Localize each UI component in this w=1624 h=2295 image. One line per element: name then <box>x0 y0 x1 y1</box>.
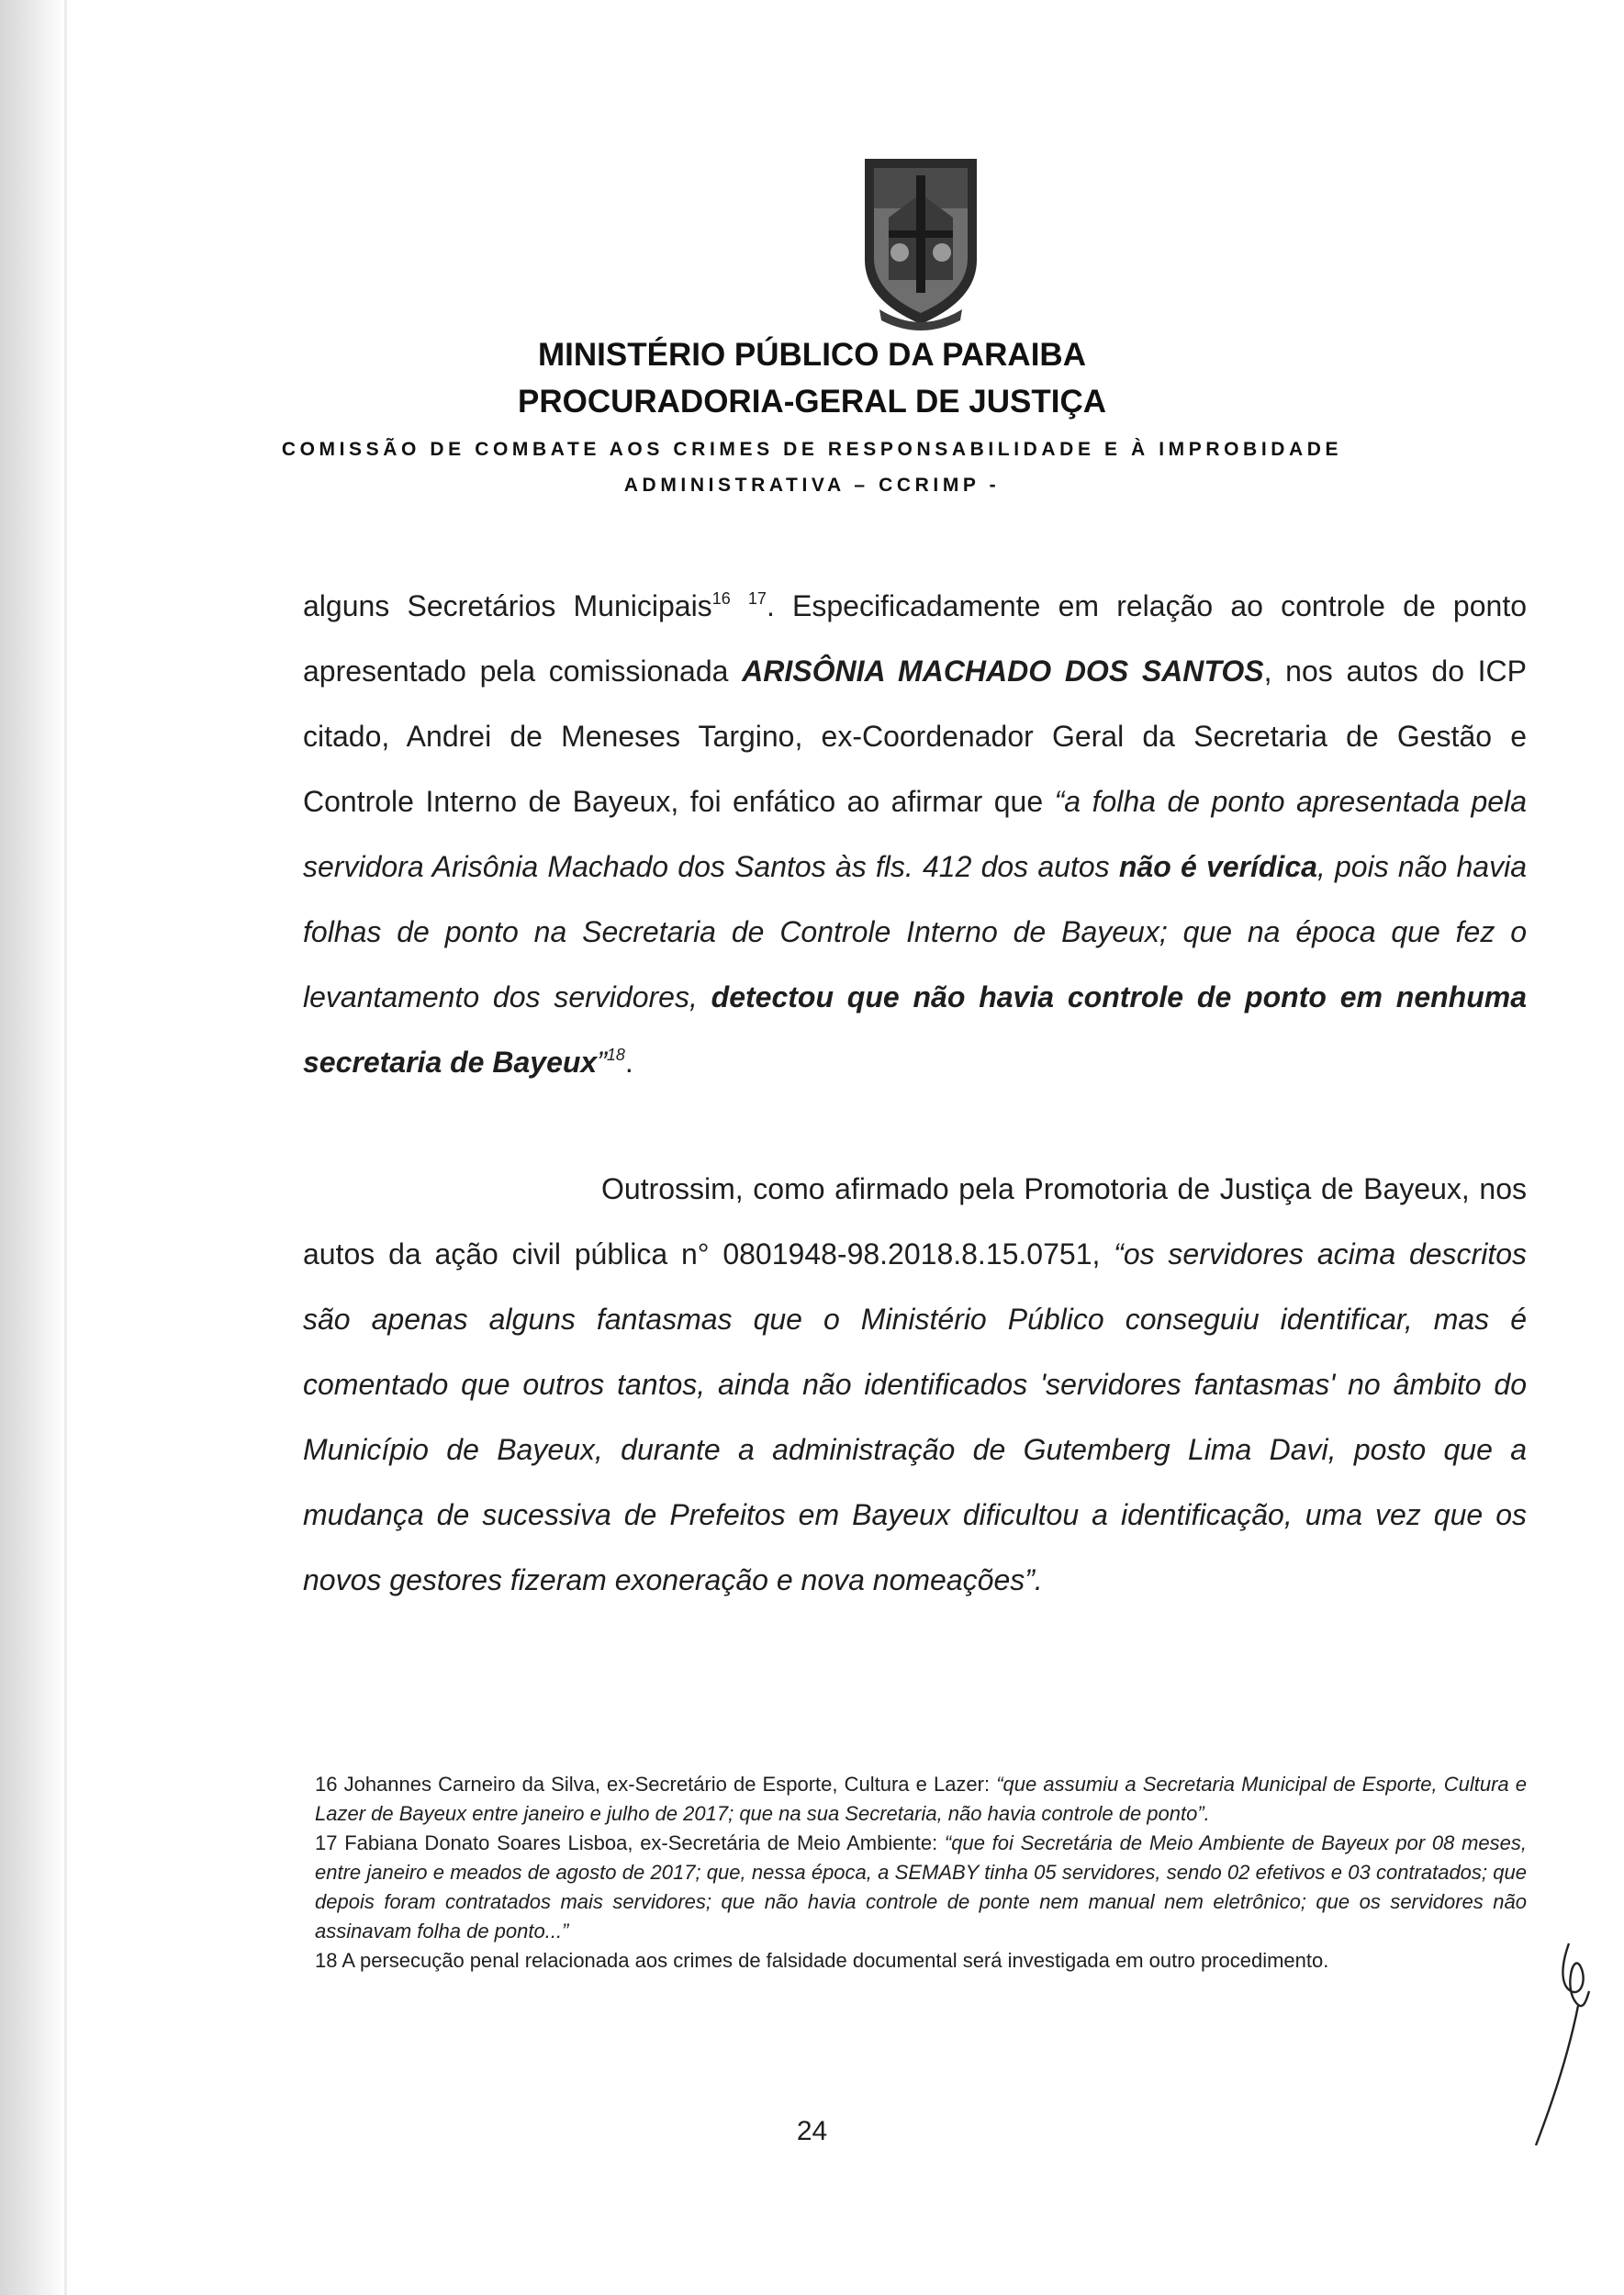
page-number: 24 <box>796 2116 828 2146</box>
coat-of-arms-icon <box>852 151 990 330</box>
footnote-quote: “que assumiu a Secretaria Municipal de Esporte, Cultura e Lazer de Bayeux entre janeiro e julho de 2017; que na sua Secretaria, não havia controle de ponto”. <box>315 1773 1527 1825</box>
footnote-number: 17 <box>315 1831 338 1854</box>
para1-text: . Especificadamente em relação ao controle de ponto apresentado pela comissionada <box>303 589 1528 688</box>
footnote-text: Fabiana Donato Soares Lisboa, ex-Secretária de Meio Ambiente: <box>337 1831 945 1854</box>
para1-text: , nos autos do ICP citado, Andrei de Meneses Targino, ex-Coordenador Geral da Secretaria de Gestão e Controle Interno de Bayeux, foi enfático ao afirmar que <box>303 655 1528 818</box>
quote-emphasis: não é verídica <box>1118 850 1317 883</box>
footnote-number: 18 <box>315 1949 338 1972</box>
footnote-number: 16 <box>315 1773 338 1796</box>
paragraph-promotoria <box>303 1157 1527 1613</box>
footnotes <box>315 1770 1527 1976</box>
footnote-ref-16[interactable]: 16 <box>711 589 731 608</box>
header-commission-cont: ADMINISTRATIVA – CCRIMP - <box>623 475 1001 496</box>
footnote-text: A persecução penal relacionada aos crimes de falsidade documental será investigada em outro procedimento. <box>337 1949 1329 1972</box>
quote-emphasis: detectou que não havia controle de ponto em nenhuma secretaria de Bayeux <box>303 980 1528 1079</box>
header-ministry: MINISTÉRIO PÚBLICO DA PARAIBA <box>538 337 1086 373</box>
para1-text: . <box>624 1046 633 1079</box>
footnote-18 <box>315 1946 1527 1976</box>
footnote-ref-18[interactable]: 18 <box>606 1046 625 1064</box>
footnote-ref-17[interactable]: 17 <box>747 589 767 608</box>
quote-text: , pois não havia folhas de ponto na Secretaria de Controle Interno de Bayeux; que na época que fez o levantamento dos servidores, <box>303 850 1528 1013</box>
para1-text: alguns Secretários Municipais <box>303 589 712 622</box>
header-commission: COMISSÃO DE COMBATE AOS CRIMES DE RESPONSABILIDADE E À IMPROBIDADE <box>281 439 1343 460</box>
para2-text: Outrossim, como afirmado pela Promotoria de Justiça de Bayeux, nos autos da ação civil pública n° 0801948-98.2018.8.15.0751, <box>303 1172 1527 1271</box>
header-procuradoria: PROCURADORIA-GERAL DE JUSTIÇA <box>517 384 1107 420</box>
handwritten-signature-mark <box>1529 1932 1593 2153</box>
person-name: ARISÔNIA MACHADO DOS SANTOS <box>742 655 1264 688</box>
paragraph-testimony <box>303 574 1527 1095</box>
quote-text: “a folha de ponto apresentada pela servidora Arisônia Machado dos Santos às fls. 412 dos autos <box>303 785 1528 883</box>
footnote-quote: “que foi Secretária de Meio Ambiente de Bayeux por 08 meses, entre janeiro e meados de agosto de 2017; que, nessa época, a SEMABY tinha 05 servidores, sendo 02 efetivos e 03 contratados; que depois foram contratados mais servidores; que não havia controle de ponte nem manual nem eletrônico; que os servidores não assinavam folha de ponto...” <box>315 1831 1527 1942</box>
footnote-text: Johannes Carneiro da Silva, ex-Secretário de Esporte, Cultura e Lazer: <box>337 1773 997 1796</box>
footnote-16 <box>315 1770 1527 1829</box>
quote-close: ” <box>597 1046 607 1079</box>
quote-text: “os servidores acima descritos são apenas alguns fantasmas que o Ministério Público conseguiu identificar, mas é comentado que outros tantos, ainda não identificados 'servidores fantasmas' no âmbito do Município de Bayeux, durante a administração de Gutemberg Lima Davi, posto que a mudança de sucessiva de Prefeitos em Bayeux dificultou a identificação, uma vez que os novos gestores fizeram exoneração e nova nomeações”. <box>303 1237 1528 1596</box>
footnote-17 <box>315 1829 1527 1946</box>
